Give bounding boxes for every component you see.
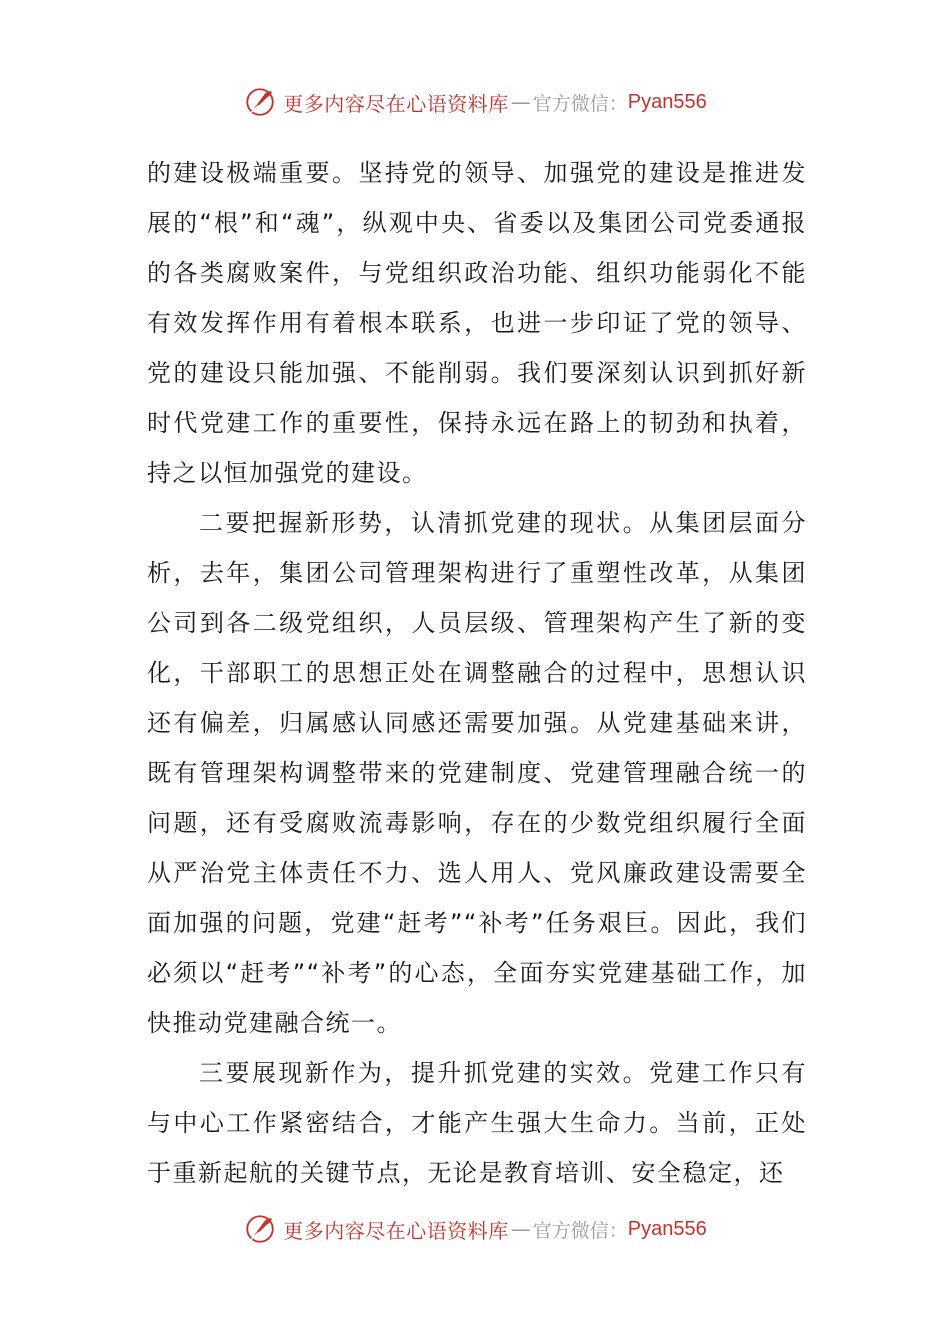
footer-watermark [0, 1209, 950, 1249]
watermark-wechat-id: Pyan556 [627, 1217, 707, 1240]
watermark-label: 官方微信： [532, 92, 628, 115]
quill-pen-logo-icon [243, 1212, 277, 1246]
watermark-name: 更多内容尽在心语资料库 [283, 1218, 509, 1243]
quill-pen-logo-icon [243, 85, 277, 119]
watermark-name: 更多内容尽在心语资料库 [283, 91, 509, 116]
header-watermark [0, 82, 950, 122]
paragraph-continuation: 的建设极端重要。坚持党的领导、加强党的建设是推进发展的“根”和“魂”，纵观中央、省委以及集团公司党委通报的各类腐败案件，与党组织政治功能、组织功能弱化不能有效发挥作用有着根本联系，也进一步印证了党的领导、党的建设只能加强、不能削弱。我们要深刻认识到抓好新时代党建工作的重要性，保持永远在路上的韧劲和执着，持之以恒加强党的建设。 [147, 159, 807, 487]
paragraph-third-point: 三要展现新作为，提升抓党建的实效。党建工作只有与中心工作紧密结合，才能产生强大生命力。当前，正处于重新起航的关键节点，无论是教育培训、安全稳定，还 [147, 1059, 807, 1187]
watermark-separator: — [510, 90, 531, 114]
watermark-label: 官方微信： [532, 1219, 628, 1242]
document-body [147, 148, 807, 1198]
watermark-wechat-id: Pyan556 [627, 90, 707, 113]
watermark-separator: — [510, 1217, 531, 1241]
paragraph-second-point: 二要把握新形势，认清抓党建的现状。从集团层面分析，去年，集团公司管理架构进行了重塑性改革，从集团公司到各二级党组织，人员层级、管理架构产生了新的变化，干部职工的思想正处在调整融合的过程中，思想认识还有偏差，归属感认同感还需要加强。从党建基础来讲，既有管理架构调整带来的党建制度、党建管理融合统一的问题，还有受腐败流毒影响，存在的少数党组织履行全面从严治党主体责任不力、选人用人、党风廉政建设需要全面加强的问题，党建“赶考”“补考”任务艰巨。因此，我们必须以“赶考”“补考”的心态，全面夯实党建基础工作，加快推动党建融合统一。 [147, 509, 807, 1037]
